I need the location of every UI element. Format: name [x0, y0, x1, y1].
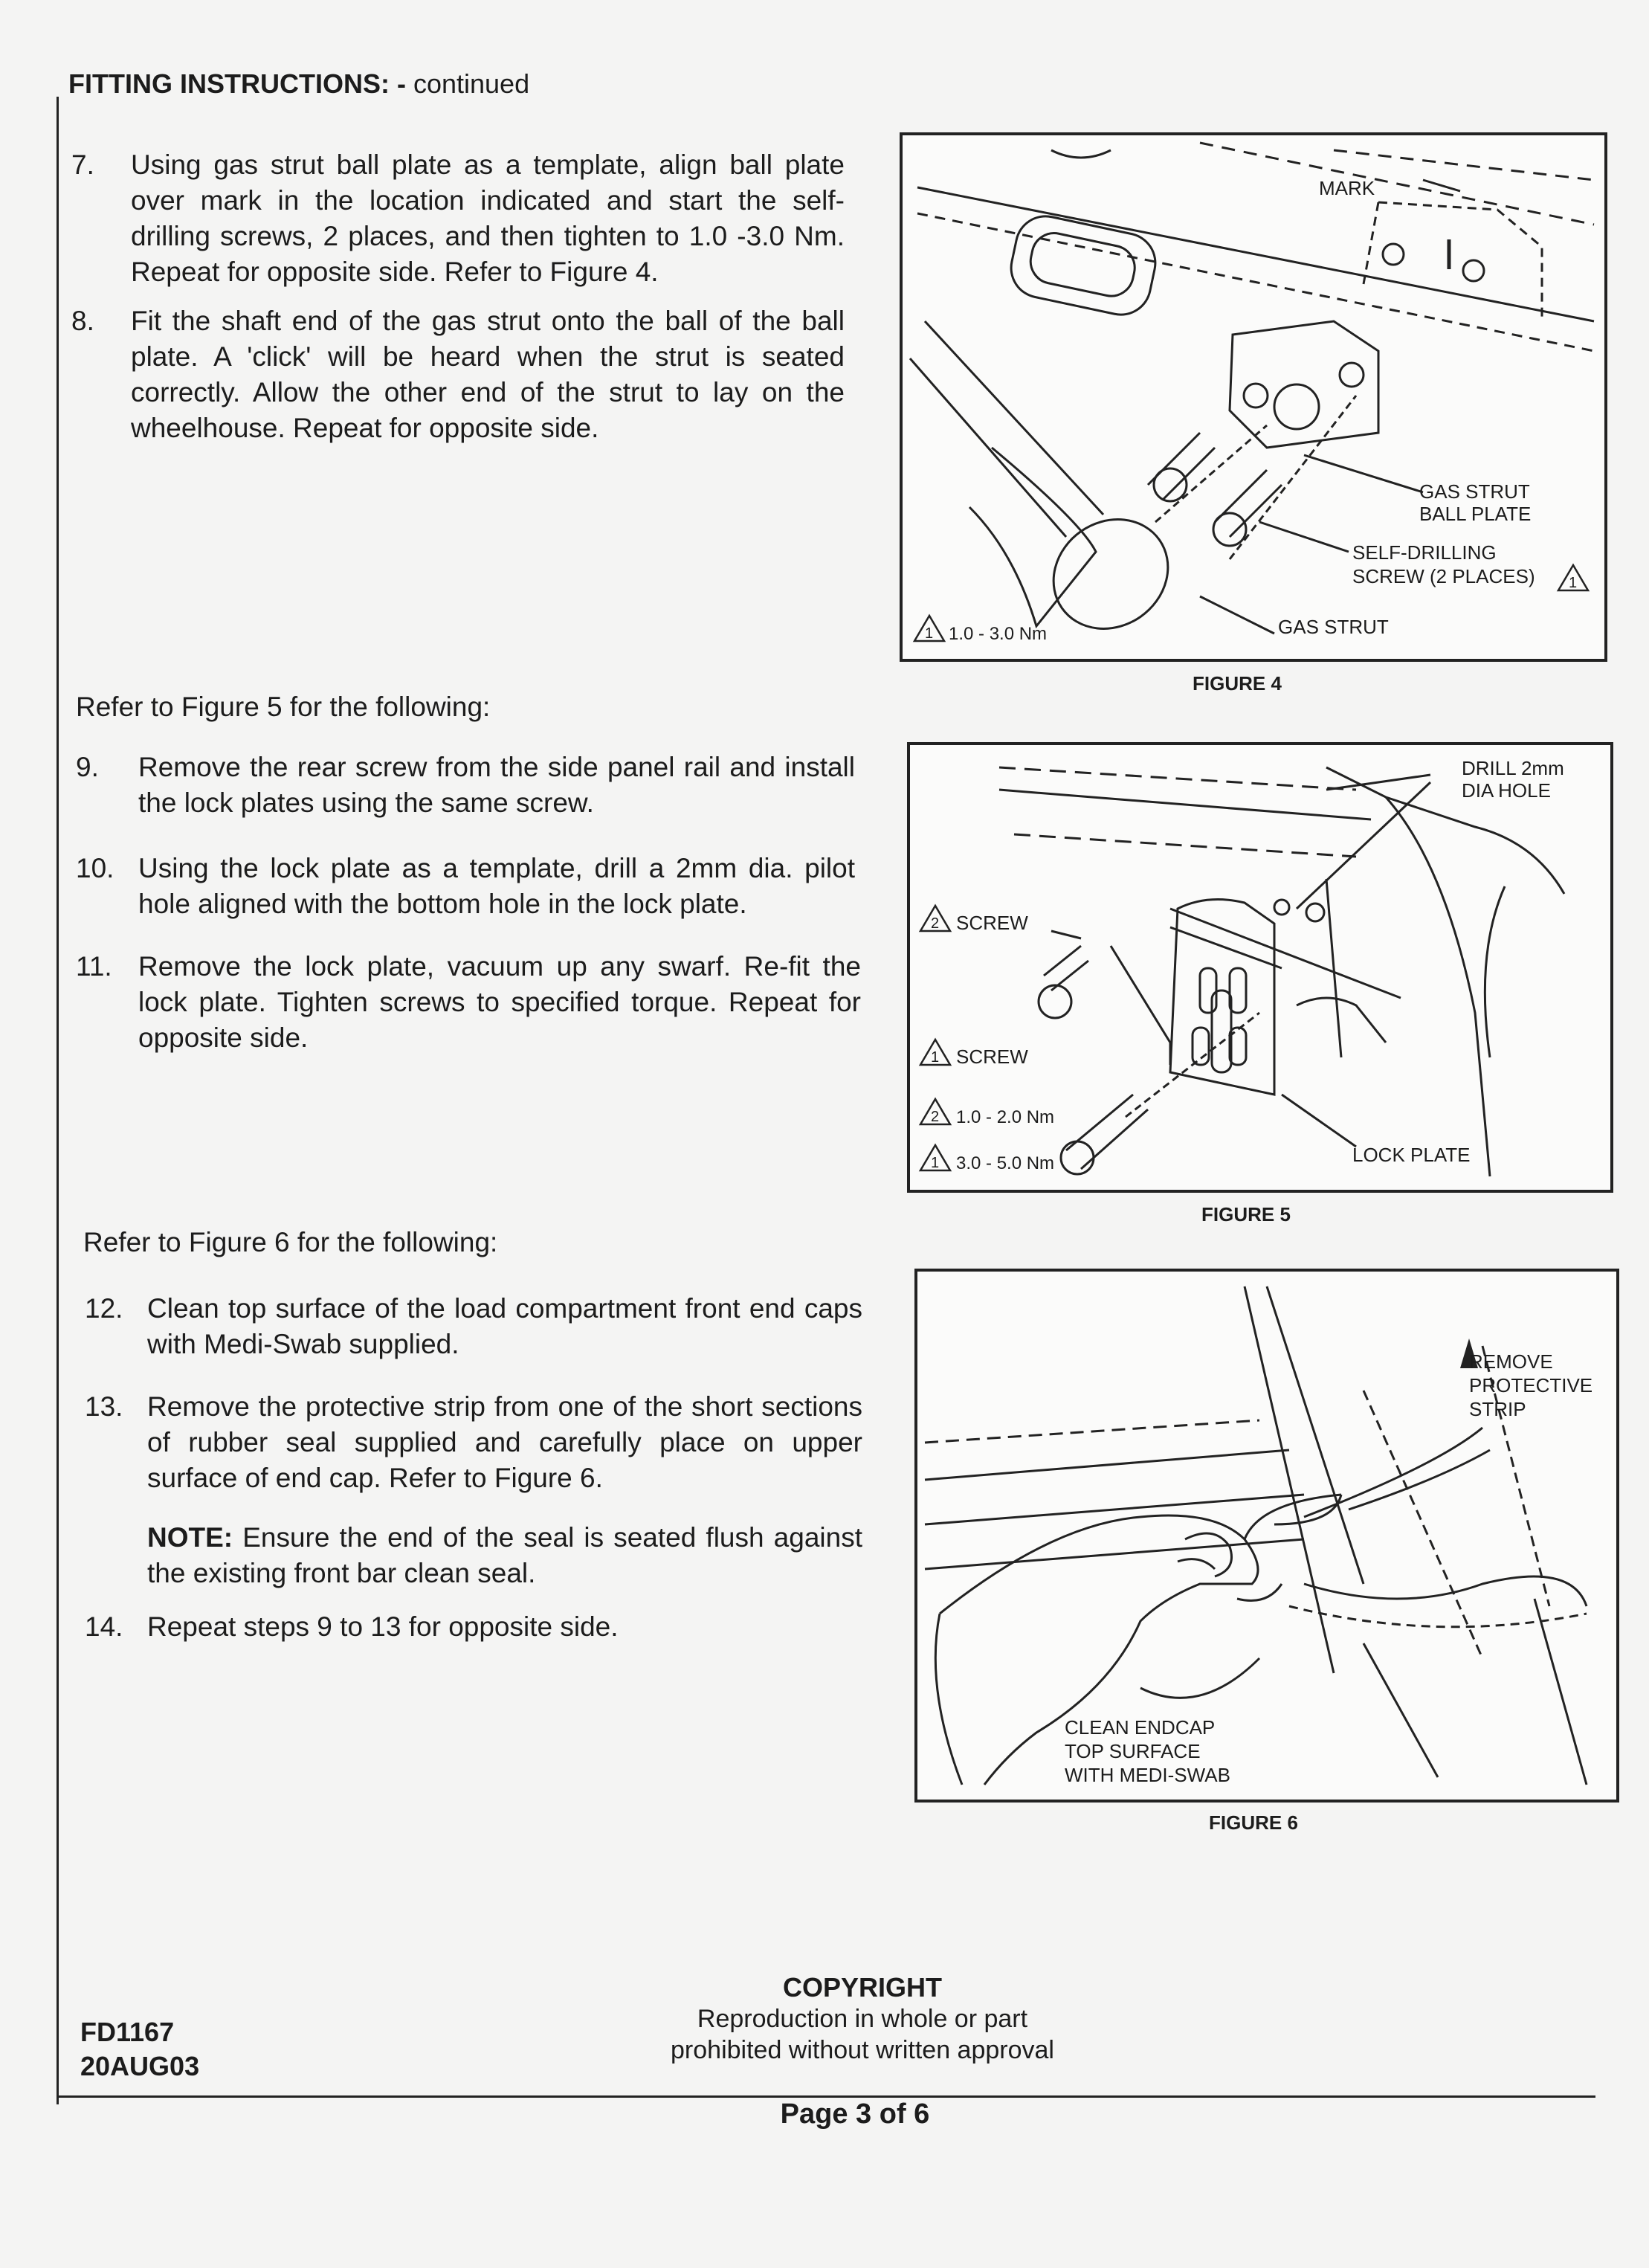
- label-tri-ref: 1: [931, 1155, 940, 1171]
- section-header: [68, 68, 529, 100]
- step-number: 10.: [76, 853, 114, 883]
- step-12: [85, 1291, 865, 1365]
- page-number: Page 3 of 6: [780, 2098, 930, 2130]
- copyright-line-1: Reproduction in whole or part: [697, 2005, 1028, 2033]
- document-date: 20AUG03: [80, 2051, 200, 2081]
- header-title: FITTING INSTRUCTIONS: -: [68, 68, 406, 99]
- label-remove-2: PROTECTIVE: [1469, 1374, 1593, 1396]
- note-text: Ensure the end of the seal is seated flush against the existing front bar clean seal.: [147, 1522, 862, 1588]
- label-ball-plate-2: BALL PLATE: [1419, 503, 1532, 525]
- label-drill-2: DIA HOLE: [1462, 779, 1551, 802]
- label-lock-plate: LOCK PLATE: [1352, 1144, 1471, 1166]
- step-8: [71, 303, 852, 452]
- step-text: Using the lock plate as a template, drill a 2mm dia. pilot hole aligned with the bottom hole in the lock plate.: [138, 853, 855, 919]
- page-frame-left: [57, 97, 59, 2104]
- step-text: Remove the protective strip from one of the short sections of rubber seal supplied and carefully place on upper surface of end cap. Refer to Figure 6.: [147, 1391, 862, 1493]
- refer-figure-5: Refer to Figure 5 for the following:: [76, 692, 491, 722]
- refer-figure-6: Refer to Figure 6 for the following:: [83, 1227, 498, 1257]
- figure-4-panel: [900, 132, 1607, 662]
- label-screw-2: SCREW (2 PLACES): [1352, 565, 1535, 587]
- step-text: Using gas strut ball plate as a template, align ball plate over mark in the location indicated and start the self-drilling screws, 2 places, and then tighten to 1.0 -3.0 Nm. Repeat for opposite side. Refer to Figure 4.: [131, 149, 845, 287]
- label-clean-2: TOP SURFACE: [1065, 1740, 1201, 1762]
- label-clean-1: CLEAN ENDCAP: [1065, 1716, 1216, 1739]
- step-number: 13.: [85, 1391, 123, 1422]
- figure-4-caption: FIGURE 4: [1193, 672, 1282, 695]
- label-screw-2: SCREW: [956, 912, 1028, 934]
- label-tri-ref: 1: [931, 1049, 940, 1066]
- step-text: Fit the shaft end of the gas strut onto the ball of the ball plate. A 'click' will be heard when the strut is seated correctly. Allow the other end of the strut to lay on the wheelhouse. Repeat for opposite side.: [131, 306, 845, 443]
- figure-5-illustration: [910, 745, 1610, 1190]
- label-tri-ref: 2: [931, 915, 940, 932]
- label-mark: MARK: [1319, 177, 1375, 199]
- label-tri-ref: 1: [1569, 575, 1578, 591]
- figure-5-panel: [907, 742, 1613, 1193]
- figure-6-caption: FIGURE 6: [1209, 1811, 1298, 1834]
- step-14: [85, 1609, 865, 1654]
- label-clean-3: WITH MEDI-SWAB: [1065, 1764, 1230, 1786]
- label-remove-3: STRIP: [1469, 1398, 1526, 1420]
- step-13: [85, 1389, 865, 1501]
- label-remove-1: REMOVE: [1469, 1350, 1553, 1373]
- step-text: Clean top surface of the load compartment front end caps with Medi-Swab supplied.: [147, 1293, 862, 1359]
- step-9: [76, 750, 856, 824]
- label-screw-1: SCREW: [956, 1046, 1028, 1068]
- label-torque: 1.0 - 3.0 Nm: [949, 624, 1048, 644]
- step-number: 7.: [71, 149, 94, 180]
- figure-4-illustration: [903, 135, 1604, 659]
- copyright-notice: [595, 1972, 1130, 2066]
- step-text: Remove the lock plate, vacuum up any swarf. Re-fit the lock plate. Tighten screws to specified torque. Repeat for opposite side.: [138, 951, 861, 1053]
- header-continued: continued: [405, 68, 530, 99]
- step-11: [76, 949, 864, 1060]
- label-drill-1: DRILL 2mm: [1462, 757, 1564, 779]
- document-code: [80, 2015, 199, 2084]
- step-number: 9.: [76, 752, 99, 782]
- note-label: NOTE:: [147, 1522, 233, 1553]
- label-ball-plate-1: GAS STRUT: [1419, 480, 1530, 503]
- step-7: [71, 147, 852, 296]
- step-number: 11.: [76, 951, 112, 982]
- figure-6-panel: [914, 1269, 1619, 1803]
- step-number: 8.: [71, 306, 94, 336]
- label-tri-ref: 2: [931, 1109, 940, 1125]
- step-text: Repeat steps 9 to 13 for opposite side.: [147, 1611, 619, 1642]
- step-10: [76, 851, 856, 925]
- label-torque-2: 1.0 - 2.0 Nm: [956, 1107, 1055, 1127]
- document-number: FD1167: [80, 2017, 175, 2047]
- step-number: 12.: [85, 1293, 123, 1324]
- step-number: 14.: [85, 1611, 123, 1642]
- label-gas-strut: GAS STRUT: [1278, 616, 1389, 638]
- copyright-title: COPYRIGHT: [782, 1972, 942, 2003]
- copyright-line-2: prohibited without written approval: [671, 2036, 1054, 2064]
- note: [147, 1520, 862, 1594]
- label-screw-1: SELF-DRILLING: [1352, 541, 1497, 564]
- page-frame-bottom: [57, 2095, 1595, 2098]
- figure-5-caption: FIGURE 5: [1201, 1203, 1291, 1225]
- step-text: Remove the rear screw from the side panel rail and install the lock plates using the same screw.: [138, 752, 855, 818]
- label-tri-ref: 1: [925, 625, 934, 642]
- label-torque-1: 3.0 - 5.0 Nm: [956, 1153, 1055, 1173]
- figure-6-illustration: [917, 1272, 1616, 1800]
